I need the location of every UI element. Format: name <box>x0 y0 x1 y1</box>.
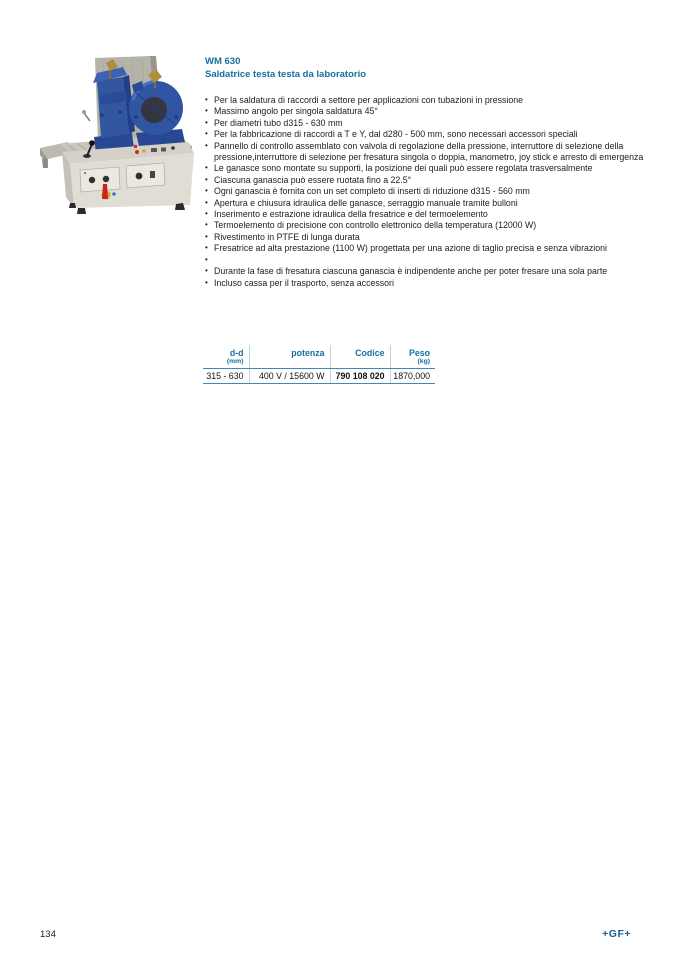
bullet-icon: • <box>205 163 208 173</box>
bullet-icon: • <box>205 197 208 207</box>
feature-item <box>205 255 655 266</box>
feature-item <box>205 186 655 197</box>
feature-text <box>214 255 655 266</box>
bullet-icon: • <box>205 140 208 150</box>
feature-item <box>205 198 655 209</box>
feature-item <box>205 175 655 186</box>
feature-item <box>205 129 655 140</box>
feature-text: Ciascuna ganascia può essere ruotata fino a 22.5° <box>214 174 412 185</box>
product-subtitle: Saldatrice testa testa da laboratorio <box>205 69 367 80</box>
column-header: potenza <box>249 345 330 358</box>
feature-text: Per la fabbricazione di raccordi a T e Y, dal d280 - 500 mm, sono necessari accessori speciali <box>214 129 578 140</box>
feature-item <box>205 118 655 129</box>
feature-item <box>205 278 655 289</box>
bullet-icon: • <box>205 220 208 230</box>
column-header: Peso <box>408 348 430 358</box>
feature-item <box>205 266 655 277</box>
table-cell: 1870,000 <box>390 368 435 383</box>
feature-text: Pannello di controllo assemblato con valvola di regolazione della pressione, interruttore di selezione della pressione,interruttore di selezione per fresatura singola o doppia, manometro, joy stick e arresto di emergenza <box>214 140 644 163</box>
bullet-icon: • <box>205 209 208 219</box>
feature-list <box>205 95 655 289</box>
page-number: 134 <box>40 929 56 940</box>
table-cell: 315 - 630 <box>203 368 249 383</box>
bullet-icon: • <box>205 117 208 127</box>
feature-item <box>205 163 655 174</box>
feature-text: Fresatrice ad alta prestazione (1100 W) progettata per una azione di taglio precisa e senza vibrazioni <box>214 243 607 254</box>
product-description <box>205 55 657 381</box>
column-unit <box>249 358 330 368</box>
feature-item <box>205 141 655 164</box>
feature-item <box>205 106 655 117</box>
column-header: d-d <box>203 345 249 358</box>
feature-text: Rivestimento in PTFE di lunga durata <box>214 231 360 242</box>
feature-text: Inserimento e estrazione idraulica della fresatrice e del termoelemento <box>214 209 488 220</box>
product-model: WM 630 <box>205 56 241 67</box>
bullet-icon: • <box>205 254 208 264</box>
bullet-icon: • <box>205 277 208 287</box>
feature-text: Termoelemento di precisione con controllo elettronico della temperatura (12000 W) <box>214 220 537 231</box>
product-photo <box>40 55 200 220</box>
welding-machine-illustration <box>40 55 200 220</box>
column-unit <box>330 358 390 368</box>
gf-logo: +GF+ <box>602 928 631 940</box>
column-header: Codice <box>330 345 390 358</box>
bullet-icon: • <box>205 106 208 116</box>
spec-table <box>203 345 435 384</box>
table-cell: 400 V / 15600 W <box>249 368 330 383</box>
feature-text: Per diametri tubo d315 - 630 mm <box>214 117 343 128</box>
feature-text: Durante la fase di fresatura ciascuna ganascia è indipendente anche per poter fresare una sola parte <box>214 266 608 277</box>
feature-item <box>205 209 655 220</box>
bullet-icon: • <box>205 186 208 196</box>
feature-text: Per la saldatura di raccordi a settore per applicazioni con tubazioni in pressione <box>214 95 524 105</box>
bullet-icon: • <box>205 174 208 184</box>
feature-item <box>205 95 655 106</box>
bullet-icon: • <box>205 266 208 276</box>
table-cell: 790 108 020 <box>330 368 390 383</box>
feature-item <box>205 243 655 254</box>
bullet-icon: • <box>205 243 208 253</box>
column-unit: (mm) <box>203 358 249 368</box>
feature-text: Ogni ganascia è fornita con un set completo di inserti di riduzione d315 - 560 mm <box>214 186 530 197</box>
feature-item <box>205 220 655 231</box>
bullet-icon: • <box>205 95 208 104</box>
column-unit: (kg) <box>390 358 435 368</box>
bullet-icon: • <box>205 231 208 241</box>
feature-text: Le ganasce sono montate su supporti, la posizione dei quali può essere regolata trasversalmente <box>214 163 593 174</box>
bullet-icon: • <box>205 129 208 139</box>
table-row <box>203 368 435 383</box>
feature-item <box>205 232 655 243</box>
feature-text: Massimo angolo per singola saldatura 45° <box>214 106 378 117</box>
feature-text: Incluso cassa per il trasporto, senza accessori <box>214 277 394 288</box>
feature-text: Apertura e chiusura idraulica delle ganasce, serraggio manuale tramite bulloni <box>214 197 518 208</box>
